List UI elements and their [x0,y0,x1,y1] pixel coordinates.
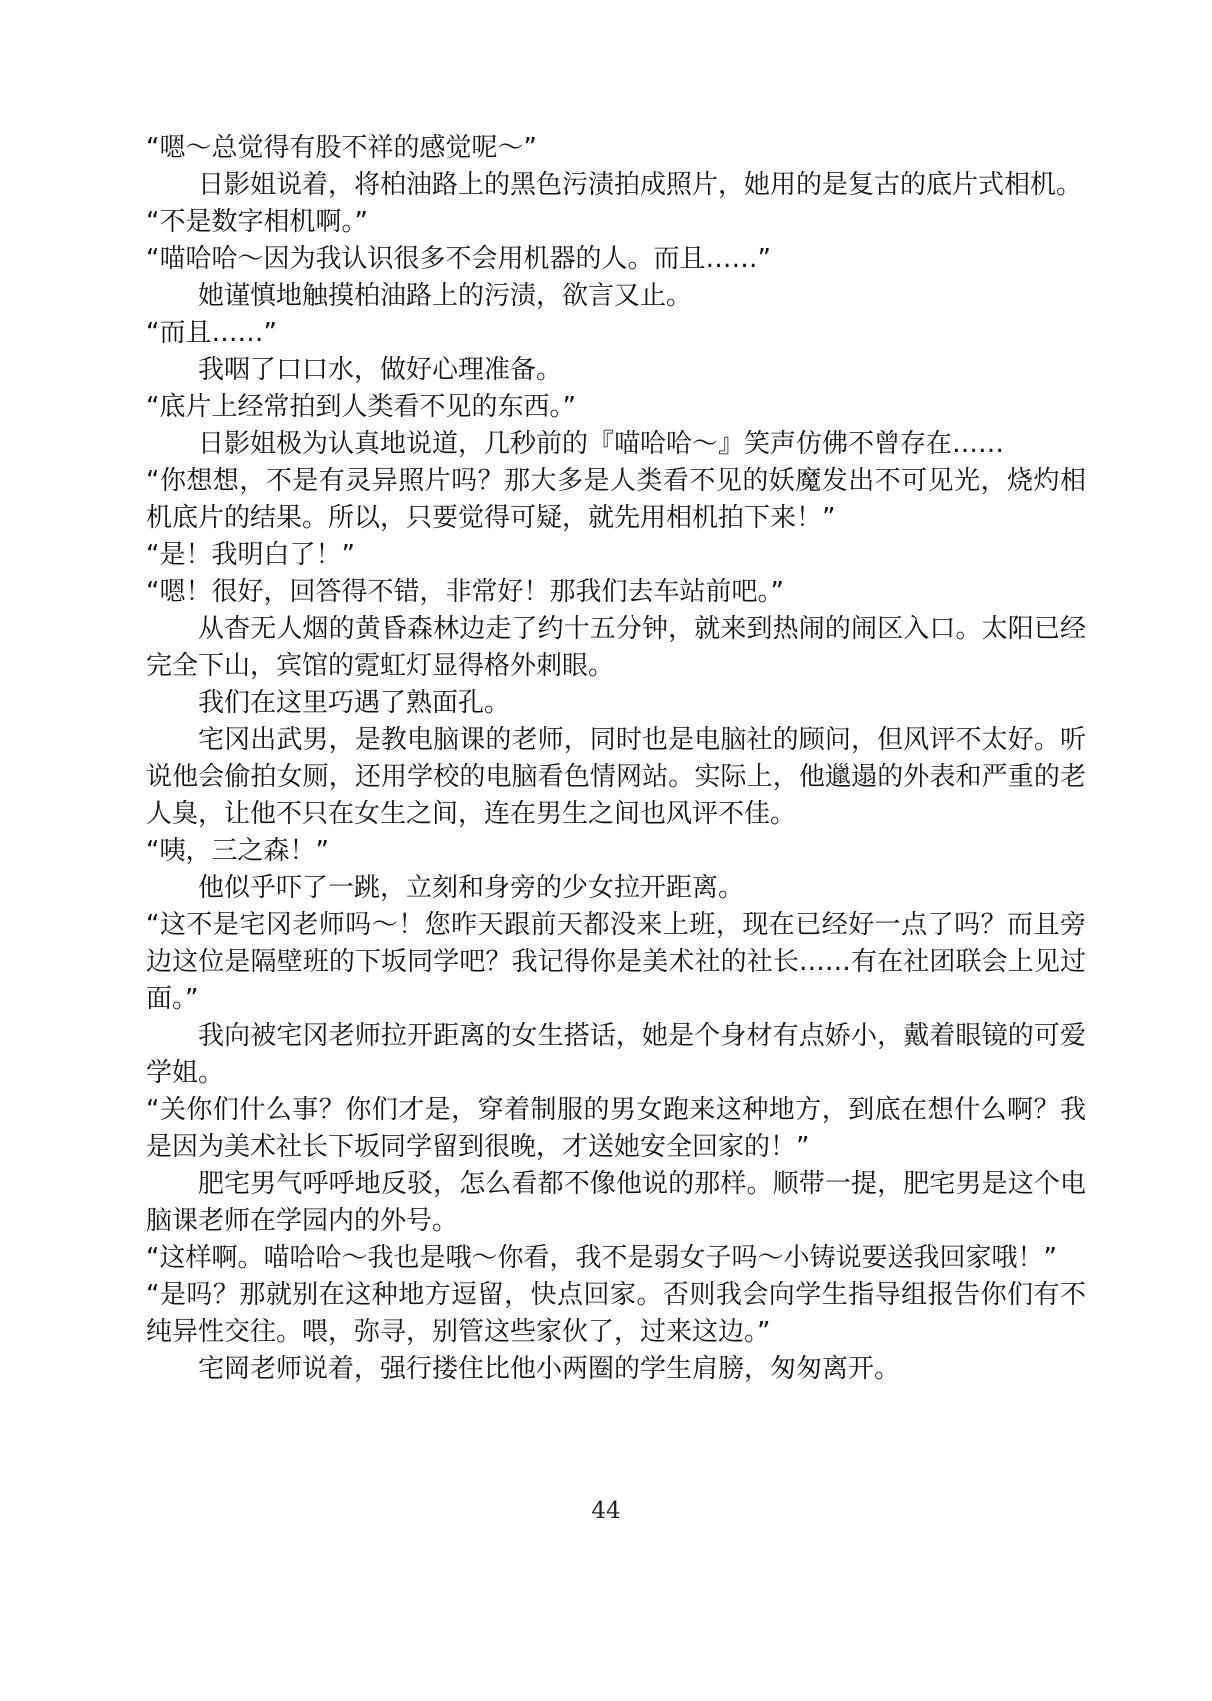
paragraph: “而且……” [146,318,277,348]
paragraph: 肥宅男气呼呼地反驳，怎么看都不像他说的那样。顺带一提，肥宅男是这个电脑课老师在学园内的外号。 [146,1169,1086,1236]
paragraph: “咦，三之森！” [146,836,329,866]
paragraph: 日影姐极为认真地说道，几秒前的『喵哈哈～』笑声仿佛不曾存在…… [198,429,1005,459]
body-text [146,130,1086,1388]
paragraph: “关你们什么事？你们才是，穿着制服的男女跑来这种地方，到底在想什么啊？我是因为美术社长下坂同学留到很晚，才送她安全回家的！” [146,1095,1086,1162]
page-number: 44 [591,1498,621,1524]
paragraph: “底片上经常拍到人类看不见的东西。” [146,392,576,422]
paragraph: 我向被宅冈老师拉开距离的女生搭话，她是个身材有点娇小，戴着眼镜的可爱学姐。 [146,1021,1086,1088]
paragraph: 日影姐说着，将柏油路上的黑色污渍拍成照片，她用的是复古的底片式相机。 [198,170,1083,200]
paragraph: 宅冈出武男，是教电脑课的老师，同时也是电脑社的顾问，但风评不太好。听说他会偷拍女厕，还用学校的电脑看色情网站。实际上，他邋遢的外表和严重的老人臭，让他不只在女生之间，连在男生之间也风评不佳。 [146,725,1086,829]
paragraph: “喵哈哈～因为我认识很多不会用机器的人。而且……” [146,244,771,274]
paragraph: 他似乎吓了一跳，立刻和身旁的少女拉开距离。 [198,873,745,903]
paragraph: “这样啊。喵哈哈～我也是哦～你看，我不是弱女子吗～小铸说要送我回家哦！” [146,1243,1057,1273]
paragraph: “不是数字相机啊。” [146,207,368,237]
paragraph: “嗯！很好，回答得不错，非常好！那我们去车站前吧。” [146,577,784,607]
paragraph: 她谨慎地触摸柏油路上的污渍，欲言又止。 [198,281,693,311]
paragraph: 我咽了口口水，做好心理准备。 [198,355,563,385]
paragraph: “是！我明白了！” [146,540,355,570]
paragraph: “你想想，不是有灵异照片吗？那大多是人类看不见的妖魔发出不可见光，烧灼相机底片的结果。所以，只要觉得可疑，就先用相机拍下来！” [146,466,1086,533]
paragraph: 从杳无人烟的黄昏森林边走了约十五分钟，就来到热闹的闹区入口。太阳已经完全下山，宾馆的霓虹灯显得格外刺眼。 [146,614,1086,681]
paragraph: 宅岡老师说着，强行搂住比他小两圈的学生肩膀，匆匆离开。 [198,1354,901,1384]
paragraph: “嗯～总觉得有股不祥的感觉呢～” [146,133,537,163]
paragraph: “是吗？那就别在这种地方逗留，快点回家。否则我会向学生指导组报告你们有不纯异性交往。喂，弥寻，别管这些家伙了，过来这边。” [146,1280,1086,1347]
paragraph: 我们在这里巧遇了熟面孔。 [198,688,511,718]
paragraph: “这不是宅冈老师吗～！您昨天跟前天都没来上班，现在已经好一点了吗？而且旁边这位是隔壁班的下坂同学吧？我记得你是美术社的社长……有在社团联会上见过面。” [146,910,1086,1014]
